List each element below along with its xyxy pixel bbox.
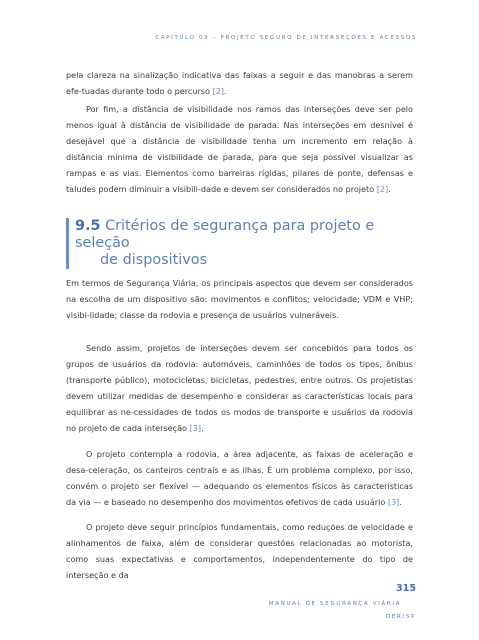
paragraph-2-text: Por fim, a distância de visibilidade nos ramos das interseções deve ser pelo menos igual à distância de visibilidade de parada. Nas interseções em desnível é desejável que a distância de visibilidade tenha um incremento em relação à distância mínima de visibilidade de parada, para que seja possível visualizar as rampas e as vias. Elementos como barreiras rígidas, pilares de ponte, defensas e taludes podem diminuir a visibili-dade e devem ser considerados no projeto [66, 104, 413, 194]
paragraph-4-tail: . [201, 422, 204, 433]
section-title-line-2: de dispositivos [100, 252, 208, 268]
reference-link[interactable]: [2] [376, 183, 389, 194]
reference-link[interactable]: [2] [212, 85, 224, 96]
section-title-line-1: Critérios de segurança para projeto e seleção [75, 218, 375, 251]
footer-manual-title: MANUAL DE SEGURANÇA VIÁRIA [268, 601, 401, 607]
reference-link[interactable]: [3] [387, 496, 400, 507]
paragraph-2-tail: . [388, 183, 391, 194]
paragraph-6-text: O projeto deve seguir princípios fundamentais, como reduções de velocidade e alinhamentos de faixa, além de considerar questões relacionadas ao motorista, como suas expectativas e comportamentos, independentemente do tipo de interseção e da [66, 522, 413, 580]
paragraph-3-text: Em termos de Segurança Viária, os principais aspectos que devem ser considerados na escolha de um dispositivo são: movimentos e conflitos; velocidade; VDM e VHP; visibi-lidade; classe da rodovia e presença de usuários vulneráveis. [66, 278, 413, 320]
paragraph-4-text: Sendo assim, projetos de interseções devem ser concebidos para todos os grupos de usuários da rodovia: automóveis, caminhões de todos os tipos, ônibus (transporte público), motocicletas, bicicletas, pedestres, entre outros. Os projetistas devem utilizar medidas de desempenho e considerar as características locais para equilibrar as ne-cessidades de todos os modos de transporte e usuários da rodovia no projeto de cada interseção [66, 343, 413, 433]
paragraph-3 [66, 276, 413, 324]
section-number: 9.5 [75, 218, 101, 234]
paragraph-2 [66, 102, 413, 197]
paragraph-5 [66, 447, 413, 511]
chapter-header: CAPÍTULO 09 – PROJETO SEGURO DE INTERSEÇÕES E ACESSOS [155, 35, 417, 41]
paragraph-4 [66, 341, 413, 436]
paragraph-6 [66, 520, 413, 584]
section-heading-line-1 [75, 218, 422, 252]
paragraph-5-text: O projeto contempla a rodovia, a área adjacente, as faixas de aceleração e desa-celeração, os canteiros centrais e as ilhas. É um problema complexo, por isso, convém o projeto ser flexível — adequando os elementos físicos às características da via — e baseado no desempenho dos movimentos efetivos de cada usuário [66, 449, 413, 507]
reference-link[interactable]: [3] [189, 422, 202, 433]
paragraph-1-text: pela clareza na sinalização indicativa das faixas a seguir e das manobras a serem efe-tuadas durante todo o percurso [66, 70, 413, 96]
paragraph-1 [66, 68, 413, 100]
paragraph-1-tail: . [224, 85, 227, 96]
section-heading [66, 218, 422, 269]
footer-org: DER/SP [385, 614, 416, 620]
page-number: 315 [395, 583, 416, 594]
paragraph-5-tail: . [399, 496, 402, 507]
